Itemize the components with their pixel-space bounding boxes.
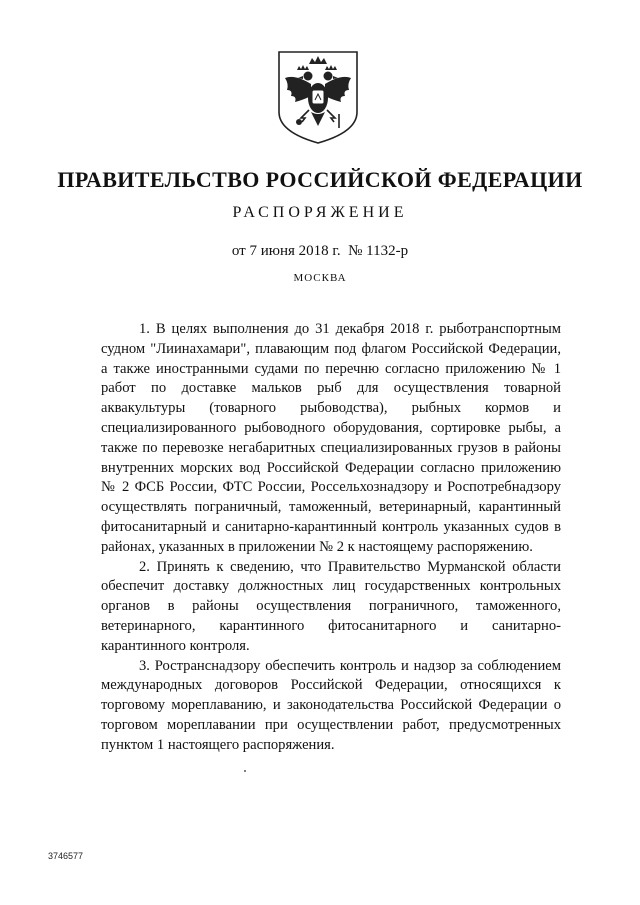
document-city: МОСКВА [293, 272, 347, 284]
document-code: 3746577 [48, 851, 84, 861]
document-body [101, 320, 561, 756]
paragraph-1: 1. В целях выполнения до 31 декабря 2018 г. рыботранспортным судном "Лиинахамари", плавающим под флагом Российской Федерации, а также иностранными судами по перечню согласно приложению № 1 работ по доставке мальков рыб для осуществления товарной аквакультуры (товарного рыбоводства), рыбных кормов и специализированного рыбоводного оборудования, сортировке рыбы, а также по перевозке негабаритных специализированных грузов в районы внутренних морских вод Российской Федерации согласно приложению № 2 ФСБ России, ФТС России, Россельхознадзору и Роспотребнадзору осуществлять пограничный, таможенный, ветеринарный, карантинный фитосанитарный и санитарно-карантинный контроль указанных судов в районах, указанных в приложении № 2 к настоящему распоряжению. [101, 321, 561, 555]
paragraph-3: 3. Ространснадзору обеспечить контроль и надзор за соблюдением международных договоров Российской Федерации, относящихся к торговому мореплаванию, и законодательства Российской Федерации о торговом мореплавании при осуществлении работ, предусмотренных пунктом 1 настоящего распоряжения. [101, 657, 561, 753]
document-type: РАСПОРЯЖЕНИЕ [232, 204, 408, 221]
paragraph-2: 2. Принять к сведению, что Правительство Мурманской области обеспечит доставку должностных лиц государственных контрольных органов в районы осуществления пограничного, таможенного, ветеринарного, карантинного фитосанитарного и санитарно-карантинного контроля. [101, 558, 561, 654]
document-date-number: от 7 июня 2018 г. № 1132-р [231, 243, 409, 259]
coat-of-arms-icon [275, 48, 361, 146]
scan-dot-mark [244, 770, 246, 772]
government-title: ПРАВИТЕЛЬСТВО РОССИЙСКОЙ ФЕДЕРАЦИИ [57, 167, 583, 192]
